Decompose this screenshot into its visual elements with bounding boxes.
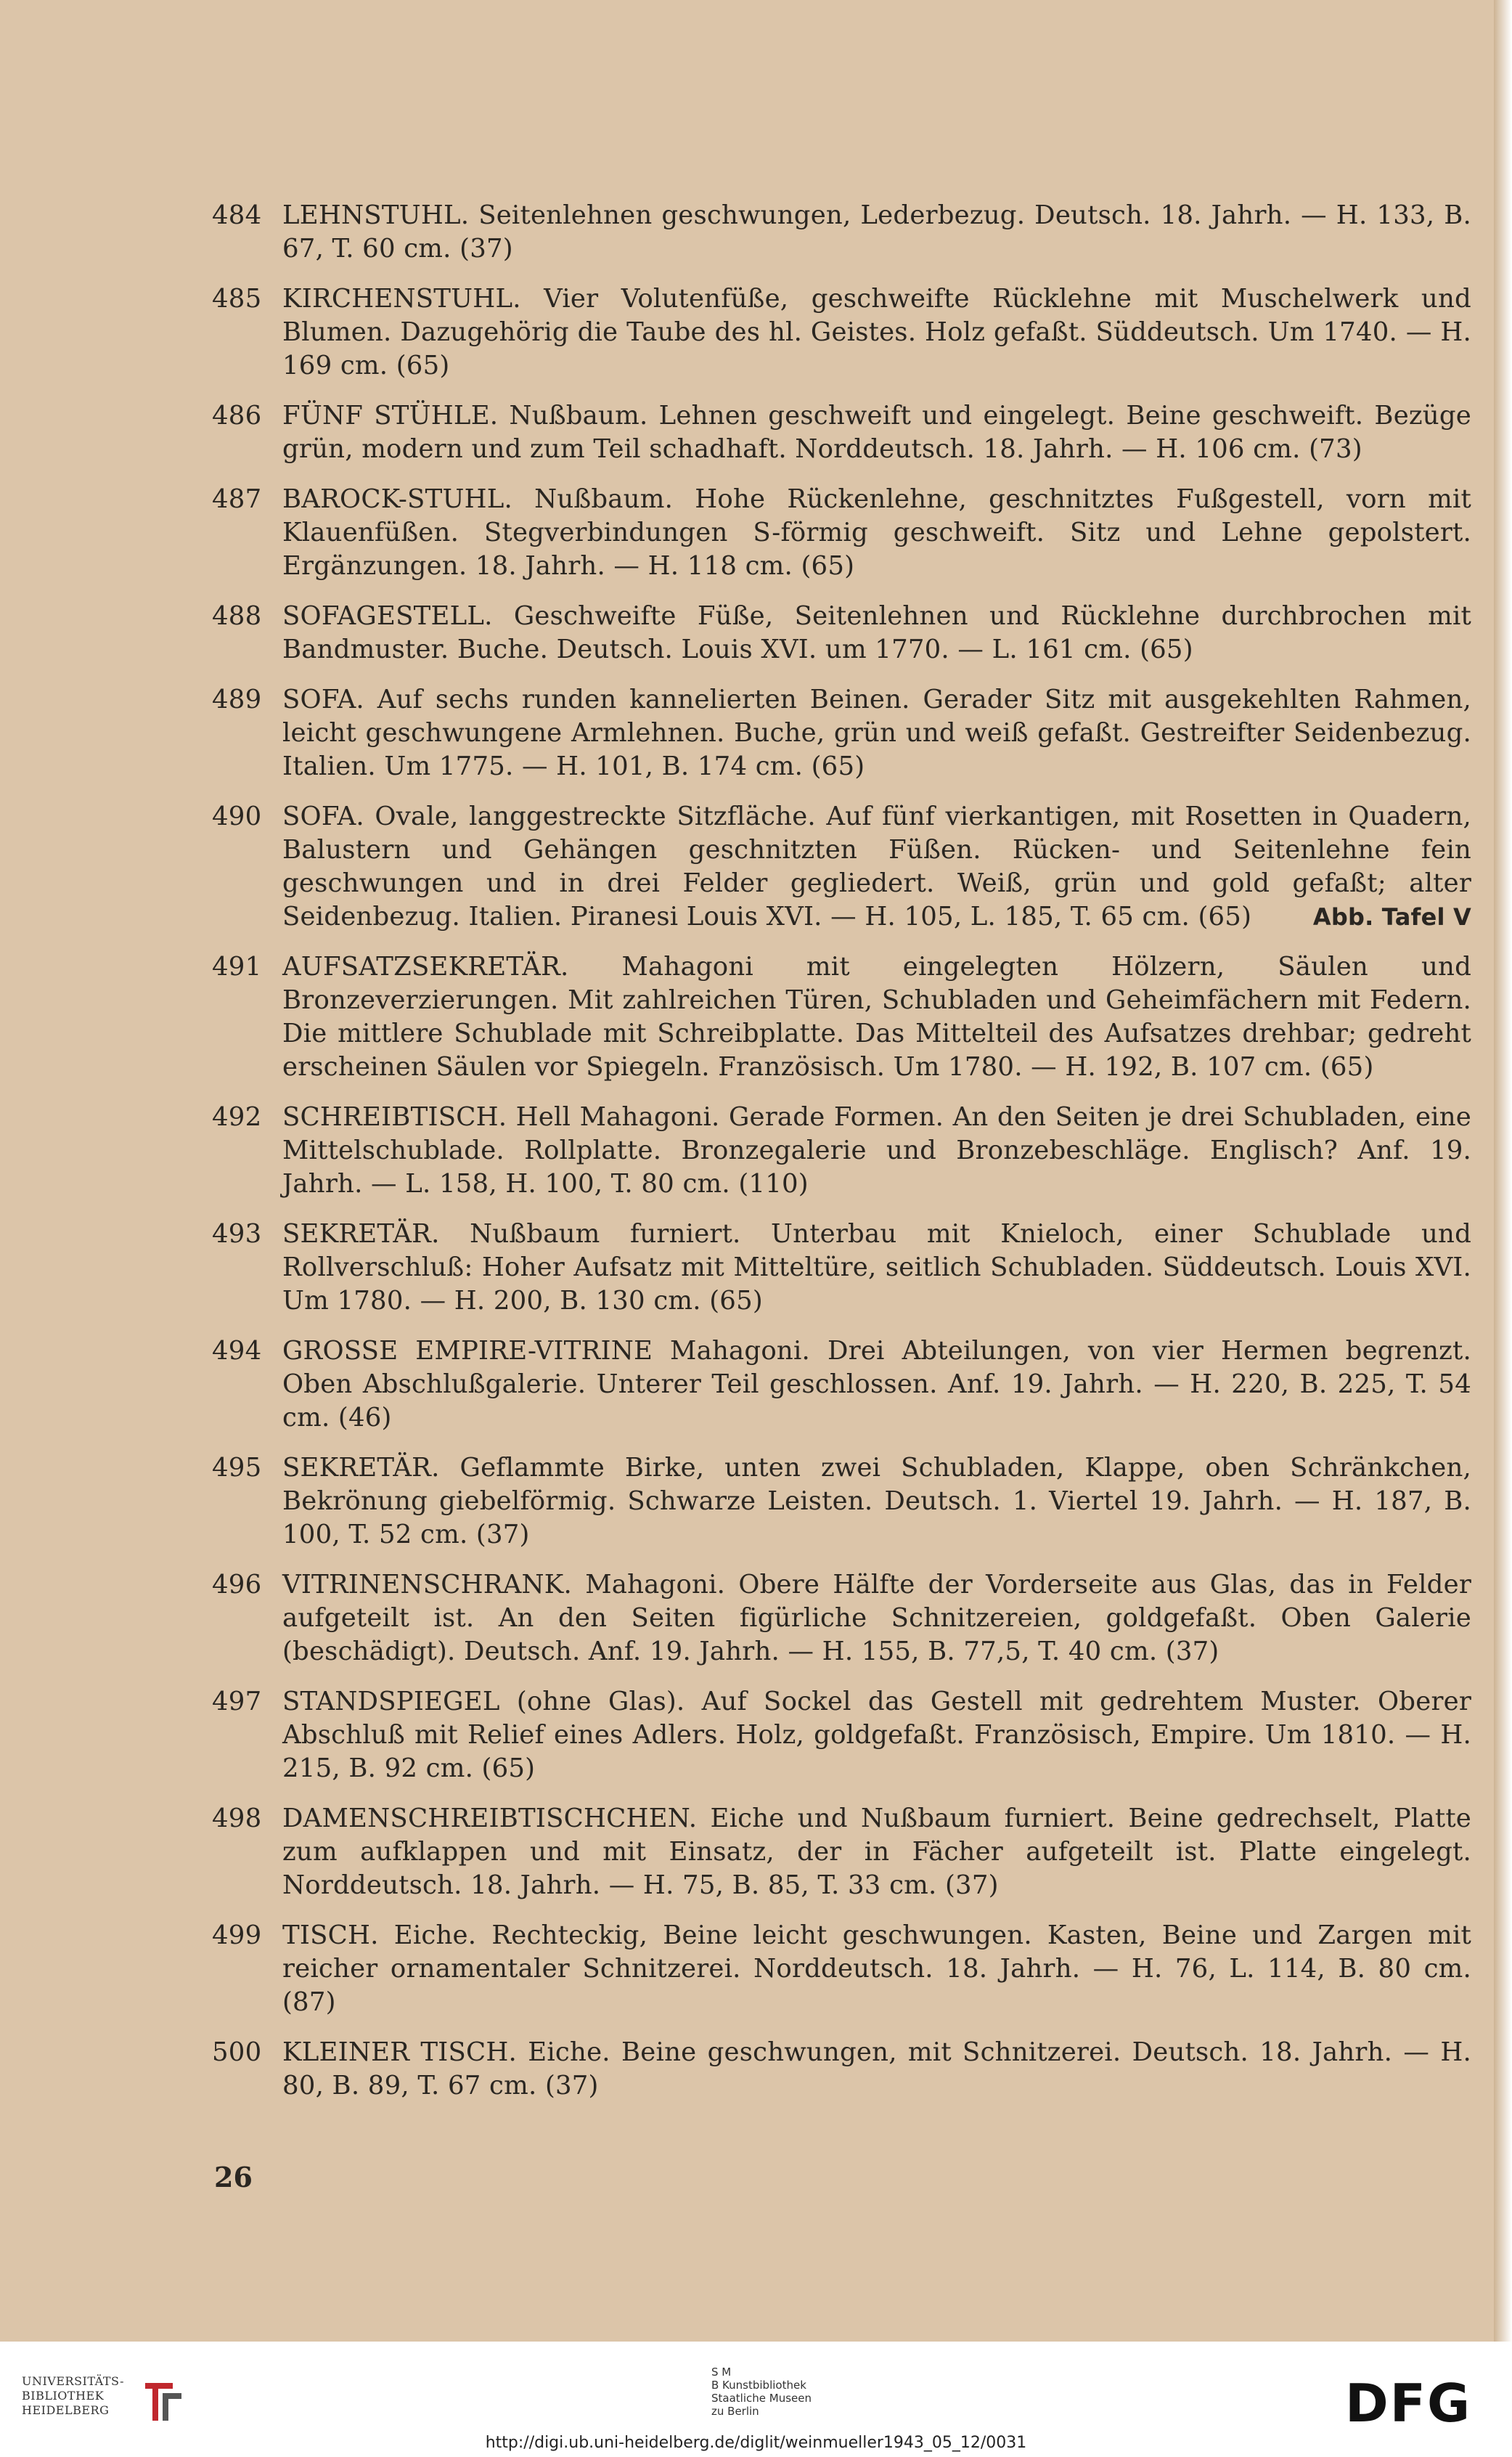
lot-description [282, 800, 1471, 934]
lot-number: 485 [212, 284, 262, 314]
catalog-entry [212, 1335, 1471, 1435]
lot-description: SEKRETÄR. Geflammte Birke, unten zwei Schubladen, Klappe, oben Schränkchen, Bekrönung giebelförmig. Schwarze Leisten. Deutsch. 1. Viertel 19. Jahrh. — H. 187, B. 100, T. 52 cm. (37) [282, 1453, 1471, 1549]
lot-number: 484 [212, 200, 262, 230]
lot-description: SOFAGESTELL. Geschweifte Füße, Seitenlehnen und Rücklehne durchbrochen mit Bandmuster. Buche. Deutsch. Louis XVI. um 1770. — L. 161 cm. (65) [282, 601, 1471, 664]
university-library-logo[interactable] [22, 2374, 189, 2432]
lot-description: KLEINER TISCH. Eiche. Beine geschwungen, mit Schnitzerei. Deutsch. 18. Jahrh. — H. 80, B. 89, T. 67 cm. (37) [282, 2037, 1471, 2101]
lot-number: 488 [212, 601, 262, 631]
university-line: HEIDELBERG [22, 2403, 110, 2417]
university-line: UNIVERSITÄTS- [22, 2374, 124, 2388]
catalog-entry [212, 800, 1471, 934]
source-url[interactable]: http://digi.ub.uni-heidelberg.de/diglit/weinmueller1943_05_12/0031 [485, 2434, 1027, 2452]
stamp-line: S M [711, 2366, 732, 2379]
catalog-entry [212, 1101, 1471, 1201]
page-edge [1494, 0, 1512, 2342]
lot-description: AUFSATZSEKRETÄR. Mahagoni mit eingelegten Hölzern, Säulen und Bronzeverzierungen. Mit zahlreichen Türen, Schubladen und Geheimfächern mit Federn. Die mittlere Schublade mit Schreibplatte. Das Mittelteil des Aufsatzes drehbar; gedreht erscheinen Säulen vor Spiegeln. Französisch. Um 1780. — H. 192, B. 107 cm. (65) [282, 952, 1471, 1082]
lot-number: 499 [212, 1920, 262, 1950]
lot-description: LEHNSTUHL. Seitenlehnen geschwungen, Lederbezug. Deutsch. 18. Jahrh. — H. 133, B. 67, T. 60 cm. (37) [282, 200, 1471, 264]
lot-description: FÜNF STÜHLE. Nußbaum. Lehnen geschweift und eingelegt. Beine geschweift. Bezüge grün, modern und zum Teil schadhaft. Norddeutsch. 18. Jahrh. — H. 106 cm. (73) [282, 401, 1471, 464]
lot-description: SOFA. Auf sechs runden kannelierten Beinen. Gerader Sitz mit ausgekehlten Rahmen, leicht geschwungene Armlehnen. Buche, grün und weiß gefaßt. Gestreifter Seidenbezug. Italien. Um 1775. — H. 101, B. 174 cm. (65) [282, 685, 1471, 781]
stamp-line: B Kunstbibliothek [711, 2379, 806, 2392]
lot-number: 489 [212, 685, 262, 714]
lot-number: 493 [212, 1219, 262, 1249]
lot-description: DAMENSCHREIBTISCHCHEN. Eiche und Nußbaum furniert. Beine gedrechselt, Platte zum aufklappen und mit Einsatz, der in Fächer aufgeteilt ist. Platte eingelegt. Norddeutsch. 18. Jahrh. — H. 75, B. 85, T. 33 cm. (37) [282, 1804, 1471, 1900]
university-emblem-icon [138, 2374, 189, 2425]
lot-number: 497 [212, 1687, 262, 1716]
catalog-entry [212, 282, 1471, 383]
lot-number: 498 [212, 1804, 262, 1833]
lot-number: 491 [212, 952, 262, 982]
lot-description: TISCH. Eiche. Rechteckig, Beine leicht geschwungen. Kasten, Beine und Zargen mit reicher ornamentaler Schnitzerei. Norddeutsch. 18. Jahrh. — H. 76, L. 114, B. 80 cm. (87) [282, 1920, 1471, 2017]
catalog-entry [212, 483, 1471, 583]
museum-stamp [711, 2366, 842, 2418]
lot-number: 486 [212, 401, 262, 431]
lot-number: 494 [212, 1336, 262, 1366]
lot-description: SCHREIBTISCH. Hell Mahagoni. Gerade Formen. An den Seiten je drei Schubladen, eine Mittelschublade. Rollplatte. Bronzegalerie und Bronzebeschläge. Englisch? Anf. 19. Jahrh. — L. 158, H. 100, T. 80 cm. (110) [282, 1102, 1471, 1199]
lot-description: STANDSPIEGEL (ohne Glas). Auf Sockel das Gestell mit gedrehtem Muster. Oberer Abschluß mit Relief eines Adlers. Holz, goldgefaßt. Französisch, Empire. Um 1810. — H. 215, B. 92 cm. (65) [282, 1687, 1471, 1783]
lot-number: 487 [212, 484, 262, 514]
lot-number: 496 [212, 1570, 262, 1600]
lot-description: GROSSE EMPIRE-VITRINE Mahagoni. Drei Abteilungen, von vier Hermen begrenzt. Oben Abschlußgalerie. Unterer Teil geschlossen. Anf. 19. Jahrh. — H. 220, B. 225, T. 54 cm. (46) [282, 1336, 1471, 1433]
lot-description: BAROCK-STUHL. Nußbaum. Hohe Rückenlehne, geschnitztes Fußgestell, vorn mit Klauenfüßen. Stegverbindungen S-förmig geschweift. Sitz und Lehne gepolstert. Ergänzungen. 18. Jahrh. — H. 118 cm. (65) [282, 484, 1471, 581]
lot-number: 490 [212, 802, 262, 831]
catalog-entry [212, 1568, 1471, 1668]
catalog-entry [212, 199, 1471, 266]
stamp-line: Staatliche Museen [711, 2392, 812, 2405]
lot-number: 500 [212, 2037, 262, 2067]
stamp-line: zu Berlin [711, 2405, 759, 2418]
catalog-entries [212, 199, 1471, 2119]
plate-reference: Abb. Tafel V [1312, 903, 1471, 931]
catalog-entry [212, 1919, 1471, 2019]
university-line: BIBLIOTHEK [22, 2389, 105, 2403]
catalog-entry [212, 1218, 1471, 1318]
lot-description: KIRCHENSTUHL. Vier Volutenfüße, geschweifte Rücklehne mit Muschelwerk und Blumen. Dazugehörig die Taube des hl. Geistes. Holz gefaßt. Süddeutsch. Um 1740. — H. 169 cm. (65) [282, 284, 1471, 380]
catalog-entry [212, 950, 1471, 1084]
digitization-footer [0, 2352, 1512, 2457]
catalog-entry [212, 2036, 1471, 2103]
catalog-entry [212, 683, 1471, 783]
lot-description-text: SOFA. Ovale, langgestreckte Sitzfläche. Auf fünf vierkantigen, mit Rosetten in Quadern, Balustern und Gehängen geschnitzten Füßen. Rücken- und Seitenlehne fein geschwungen und in drei Felder gegliedert. Weiß, grün und gold gefaßt; alter Seidenbezug. Italien. Piranesi Louis XVI. — H. 105, L. 185, T. 65 cm. (65) [282, 802, 1471, 932]
catalog-entry [212, 399, 1471, 466]
dfg-logo[interactable]: DFG [1345, 2373, 1472, 2434]
lot-description: SEKRETÄR. Nußbaum furniert. Unterbau mit Knieloch, einer Schublade und Rollverschluß: Hoher Aufsatz mit Mitteltüre, seitlich Schubladen. Süddeutsch. Louis XVI. Um 1780. — H. 200, B. 130 cm. (65) [282, 1219, 1471, 1316]
catalog-entry [212, 1685, 1471, 1785]
lot-number: 492 [212, 1102, 262, 1132]
page-number: 26 [214, 2161, 253, 2193]
catalog-entry [212, 1451, 1471, 1552]
catalog-entry [212, 1802, 1471, 1902]
lot-number: 495 [212, 1453, 262, 1483]
lot-description: VITRINENSCHRANK. Mahagoni. Obere Hälfte der Vorderseite aus Glas, das in Felder aufgeteilt ist. An den Seiten figürliche Schnitzereien, goldgefaßt. Oben Galerie (beschädigt). Deutsch. Anf. 19. Jahrh. — H. 155, B. 77,5, T. 40 cm. (37) [282, 1570, 1471, 1666]
catalog-entry [212, 600, 1471, 667]
university-library-name [22, 2374, 152, 2418]
